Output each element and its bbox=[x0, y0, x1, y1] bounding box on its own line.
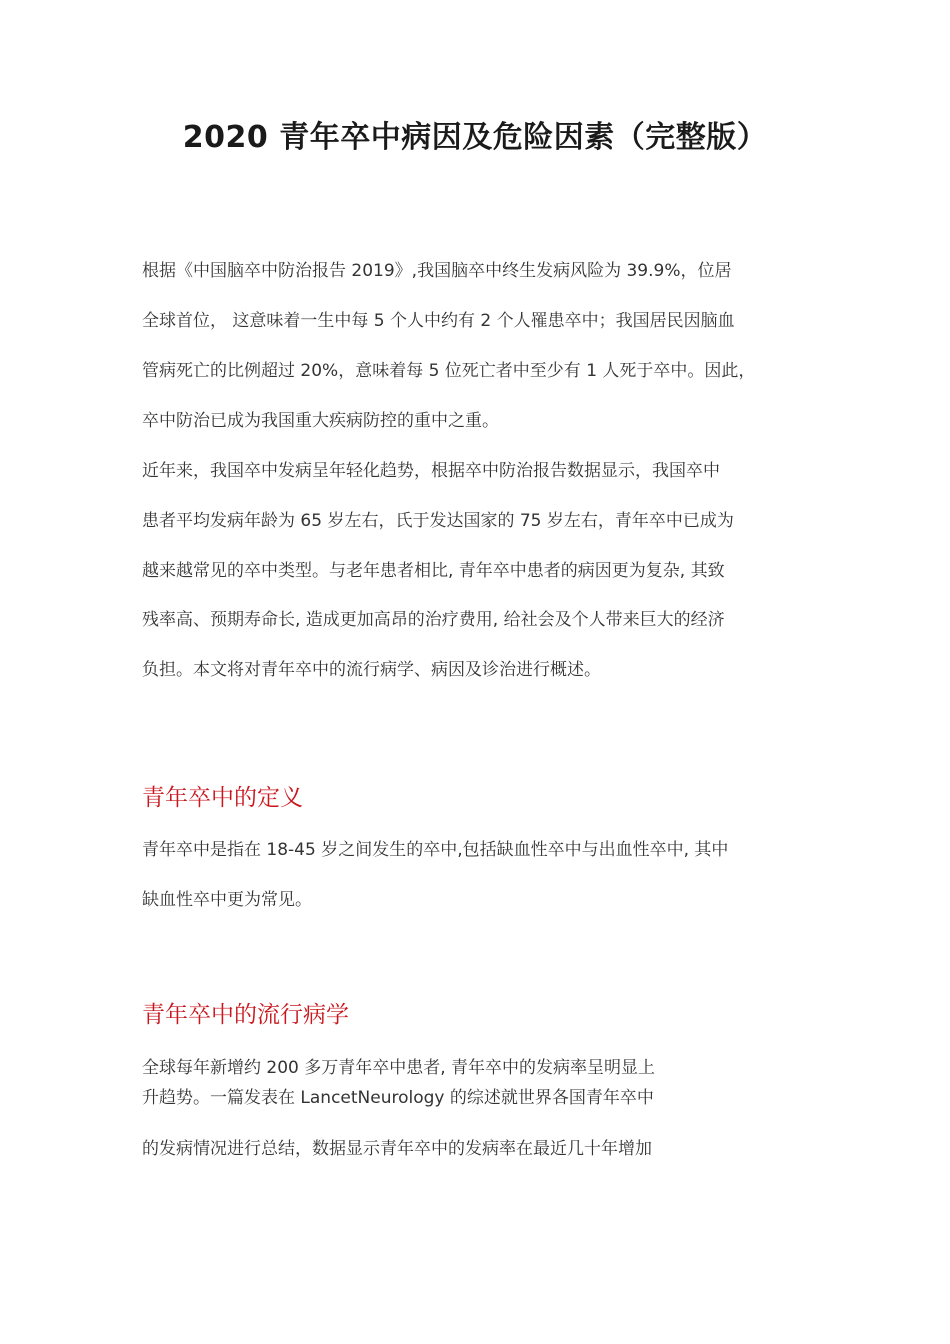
section-heading-definition: 青年卒中的定义 bbox=[142, 785, 303, 811]
document-title: 2020 青年卒中病因及危险因素（完整版） bbox=[182, 120, 768, 155]
intro-line: 越来越常见的卒中类型。与老年患者相比, 青年卒中患者的病因更为复杂, 其致 bbox=[142, 561, 725, 581]
epidemiology-line: 的发病情况进行总结，数据显示青年卒中的发病率在最近几十年增加 bbox=[142, 1139, 652, 1159]
epidemiology-line: 升趋势。一篇发表在 LancetNeurology 的综述就世界各国青年卒中 bbox=[142, 1088, 654, 1108]
intro-line: 管病死亡的比例超过 20%，意味着每 5 位死亡者中至少有 1 人死于卒中。因此， bbox=[142, 361, 756, 381]
intro-line: 卒中防治已成为我国重大疾病防控的重中之重。 bbox=[142, 411, 499, 431]
definition-line: 缺血性卒中更为常见。 bbox=[142, 890, 312, 910]
intro-line: 残率高、预期寿命长, 造成更加高昂的治疗费用, 给社会及个人带来巨大的经济 bbox=[142, 610, 725, 630]
intro-line: 近年来，我国卒中发病呈年轻化趋势，根据卒中防治报告数据显示，我国卒中 bbox=[142, 461, 720, 481]
intro-line: 负担。本文将对青年卒中的流行病学、病因及诊治进行概述。 bbox=[142, 660, 601, 680]
intro-line: 患者平均发病年龄为 65 岁左右，氏于发达国家的 75 岁左右，青年卒中已成为 bbox=[142, 511, 734, 531]
section-heading-epidemiology: 青年卒中的流行病学 bbox=[142, 1002, 349, 1028]
intro-line: 根据《中国脑卒中防治报告 2019》,我国脑卒中终生发病风险为 39.9%，位居 bbox=[142, 261, 732, 281]
definition-line: 青年卒中是指在 18-45 岁之间发生的卒中,包括缺血性卒中与出血性卒中, 其中 bbox=[142, 840, 729, 860]
epidemiology-line: 全球每年新增约 200 多万青年卒中患者, 青年卒中的发病率呈明显上 bbox=[142, 1058, 656, 1078]
intro-line: 全球首位， 这意味着一生中每 5 个人中约有 2 个人罹患卒中；我国居民因脑血 bbox=[142, 311, 735, 331]
